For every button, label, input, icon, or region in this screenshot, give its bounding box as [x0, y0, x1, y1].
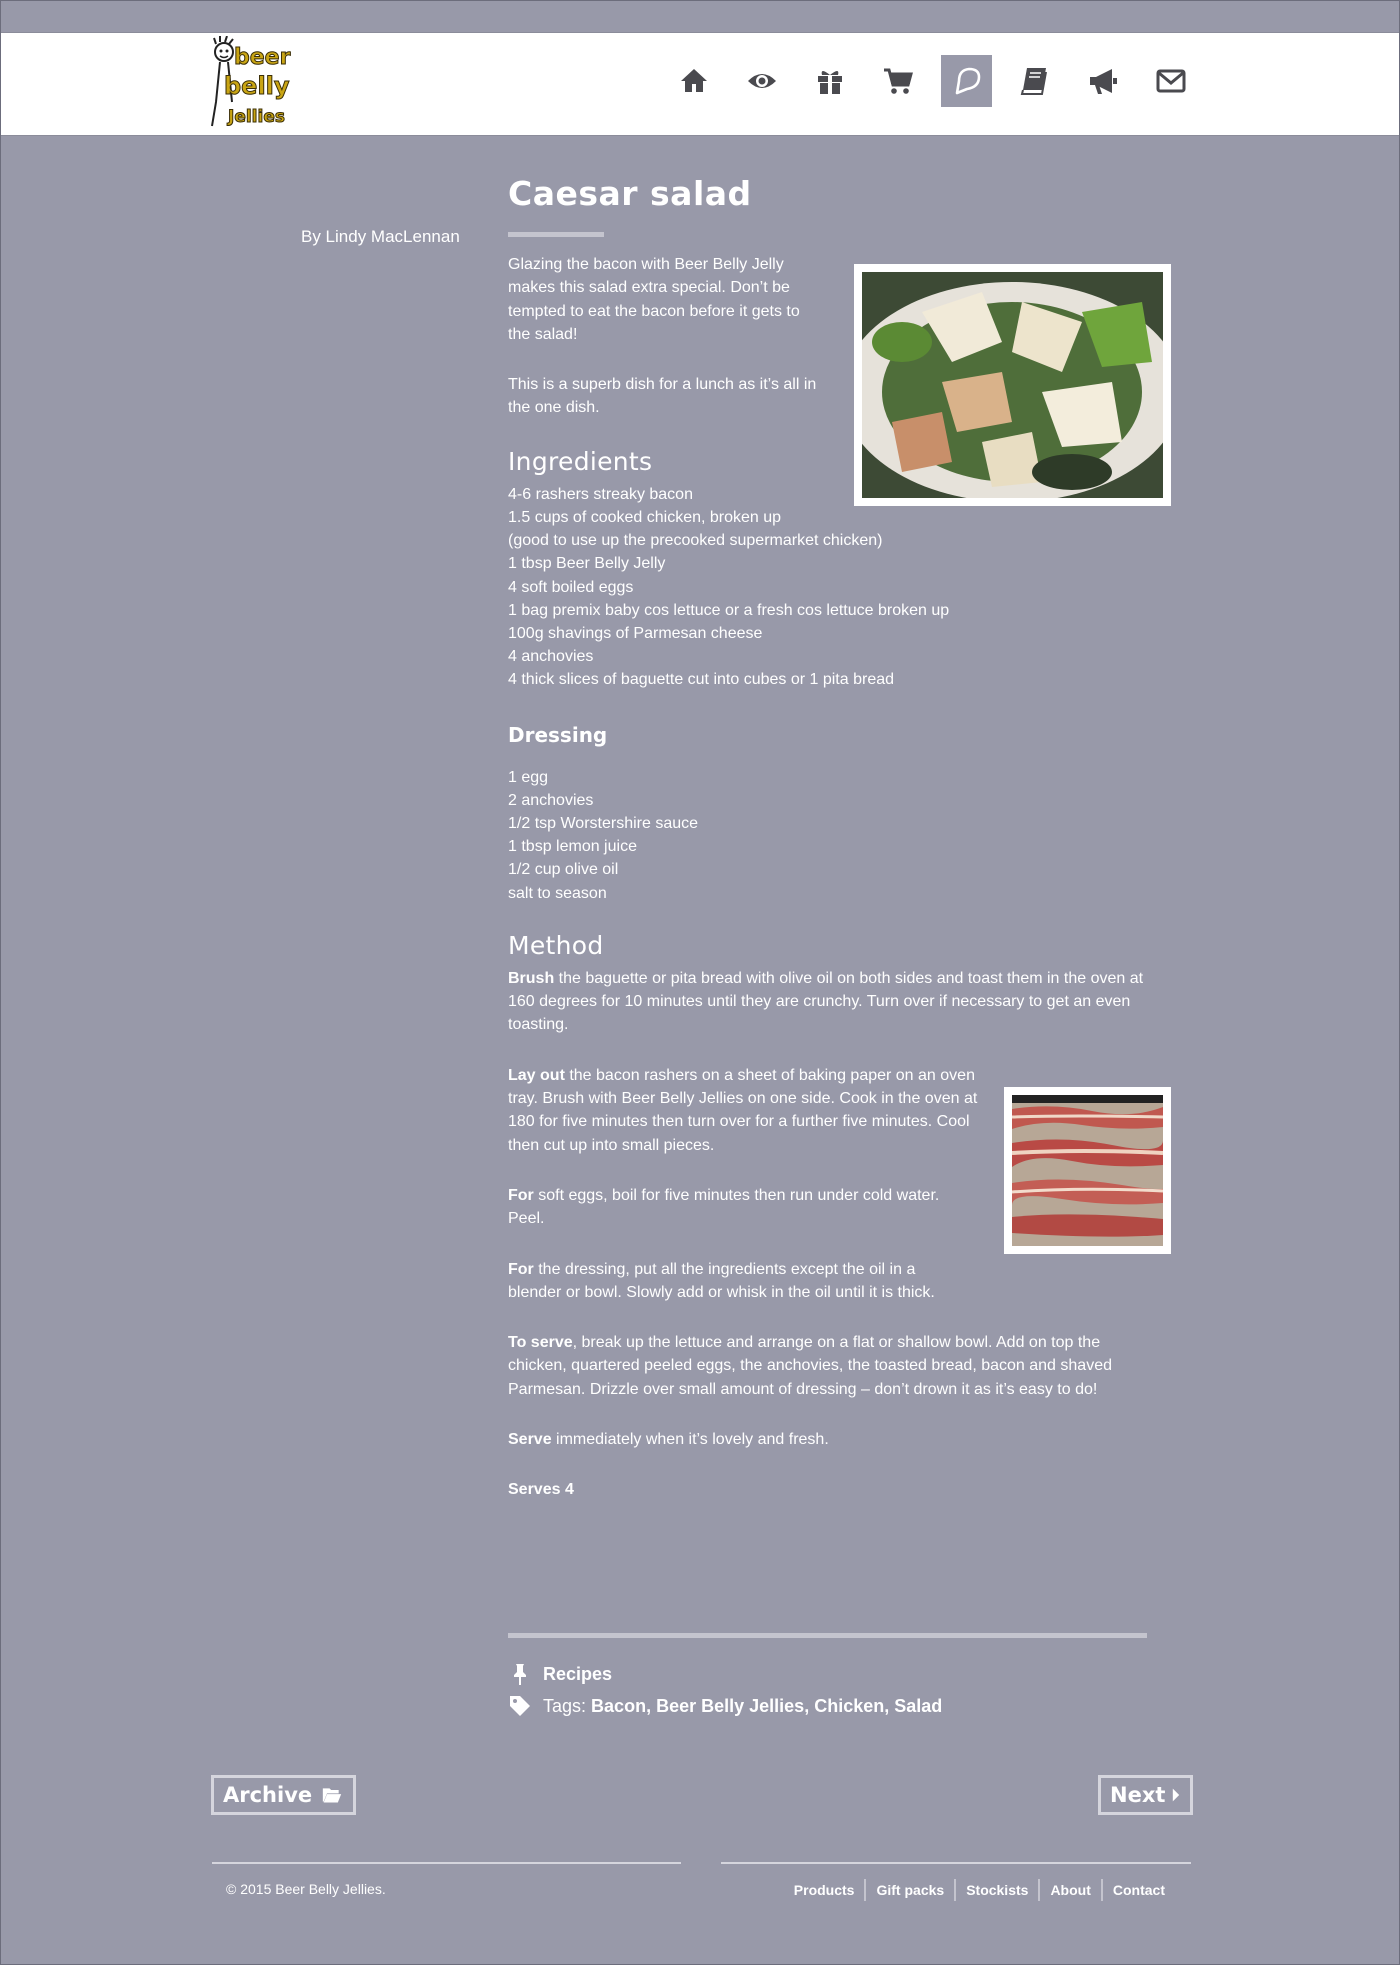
page-title: Caesar salad [508, 174, 752, 213]
step-lead: To serve [508, 1334, 573, 1352]
footer-link-contact[interactable]: Contact [1101, 1879, 1175, 1901]
method-step [508, 1428, 1148, 1451]
copyright-text: © 2015 Beer Belly Jellies. [226, 1881, 386, 1897]
tags-row: Tags: Bacon , Beer Belly Jellies , Chicken , Salad [508, 1694, 942, 1718]
folder-open-icon [320, 1785, 344, 1805]
step-text: the bacon rashers on a sheet of baking paper on an oven tray. Brush with Beer Belly Jellies on one side. Cook in the oven at 180 for five minutes then turn over for a further five minutes. Cool then cut up into small pieces. [508, 1066, 978, 1154]
next-button[interactable] [1098, 1775, 1193, 1815]
tags-label: Tags: [543, 1695, 587, 1716]
step-lead: For [508, 1186, 534, 1204]
intro-paragraph: This is a superb dish for a lunch as it’s all in the one dish. [508, 376, 817, 417]
list-item: salt to season [508, 884, 607, 902]
step-text: the baguette or pita bread with olive oil on both sides and toast them in the oven at 160 degrees for 10 minutes until they are crunchy. Turn over if necessary to get an even toasting. [508, 969, 1144, 1034]
footer-link-stockists[interactable]: Stockists [954, 1879, 1038, 1901]
salad-image [862, 272, 1163, 498]
list-item: 1 egg [508, 768, 549, 786]
caret-right-icon [1171, 1787, 1181, 1803]
tag-link[interactable]: Bacon [591, 1695, 647, 1716]
footer-link-gift-packs[interactable]: Gift packs [864, 1879, 954, 1901]
tag-icon [508, 1694, 532, 1718]
footer-link-products[interactable]: Products [793, 1882, 855, 1898]
method-step [508, 1331, 1128, 1401]
ingredients-list [508, 483, 1148, 692]
main-nav [660, 55, 1205, 107]
category-link[interactable]: Recipes [543, 1663, 613, 1684]
book-icon [1019, 65, 1051, 97]
list-item: 4 thick slices of baguette cut into cubes or 1 pita bread [508, 671, 895, 689]
list-item: 2 anchovies [508, 791, 594, 809]
list-item: 1 bag premix baby cos lettuce or a fresh cos lettuce broken up [508, 601, 950, 619]
list-item: 1/2 tsp Worstershire sauce [508, 815, 699, 833]
next-label: Next [1110, 1783, 1166, 1807]
footer-link-about[interactable]: About [1038, 1879, 1100, 1901]
intro-paragraph: Glazing the bacon with Beer Belly Jelly makes this salad extra special. Don’t be tempted to eat the bacon before it gets to the salad! [508, 256, 800, 343]
dressing-list [508, 766, 1148, 905]
nav-home[interactable] [660, 55, 728, 107]
title-divider [508, 232, 604, 237]
list-item: 1/2 cup olive oil [508, 861, 619, 879]
step-text: soft eggs, boil for five minutes then run under cold water. Peel. [508, 1186, 940, 1228]
serves-text: Serves 4 [508, 1481, 574, 1499]
salad-photo [854, 264, 1171, 506]
svg-text:belly: belly [224, 72, 290, 100]
step-lead: For [508, 1260, 534, 1278]
list-item: 1 tbsp lemon juice [508, 838, 637, 856]
pin-icon [508, 1662, 532, 1686]
archive-label: Archive [223, 1783, 313, 1807]
method-heading: Method [508, 930, 604, 960]
chat-icon [951, 65, 983, 97]
list-item: 1.5 cups of cooked chicken, broken up [508, 508, 782, 526]
footer-divider-right [721, 1862, 1191, 1864]
svg-text:Jellies: Jellies [228, 107, 285, 127]
logo-graphic [210, 36, 292, 132]
tag-link[interactable]: Chicken [814, 1695, 885, 1716]
megaphone-icon [1087, 65, 1119, 97]
nav-contact[interactable] [1137, 55, 1205, 107]
bacon-image [1012, 1095, 1163, 1246]
method-step [508, 1064, 978, 1157]
envelope-icon [1155, 65, 1187, 97]
step-lead: Lay out [508, 1066, 565, 1084]
list-item: 100g shavings of Parmesan cheese [508, 625, 763, 642]
list-item: 4 soft boiled eggs [508, 578, 634, 596]
gift-icon [814, 65, 846, 97]
footer-divider-left [212, 1862, 681, 1864]
list-item: 4-6 rashers streaky bacon [508, 485, 693, 503]
method-step [508, 967, 1148, 1037]
step-text: the dressing, put all the ingredients except the oil in a blender or bowl. Slowly add or whisk in the oil until it is thick. [508, 1260, 935, 1301]
serves-note [508, 1478, 1148, 1501]
category-row [508, 1662, 612, 1686]
list-item: 1 tbsp Beer Belly Jelly [508, 555, 666, 573]
nav-gift[interactable] [796, 55, 864, 107]
svg-text:beer: beer [234, 45, 291, 70]
cart-icon [882, 65, 914, 97]
archive-button[interactable] [211, 1775, 356, 1815]
home-icon [678, 65, 710, 97]
tag-link[interactable]: Salad [894, 1695, 943, 1716]
article-byline: By Lindy MacLennan [301, 227, 460, 246]
footer-nav [784, 1879, 1175, 1901]
method-step [508, 1258, 958, 1305]
list-item: (good to use up the precooked supermarket chicken) [508, 532, 883, 550]
step-lead: Serve [508, 1430, 552, 1448]
step-text: immediately when it’s lovely and fresh. [551, 1430, 829, 1448]
list-item: 4 anchovies [508, 648, 594, 666]
nav-recipes[interactable] [941, 55, 992, 107]
brand-logo[interactable] [210, 36, 292, 132]
content-divider [508, 1633, 1147, 1638]
dressing-heading: Dressing [508, 722, 608, 747]
nav-book[interactable] [1001, 55, 1069, 107]
method-step [508, 1184, 958, 1231]
nav-cart[interactable] [864, 55, 932, 107]
eye-icon [746, 65, 778, 97]
site-header [1, 32, 1399, 136]
tag-link[interactable]: Beer Belly Jellies [656, 1695, 805, 1716]
step-lead: Brush [508, 969, 555, 987]
nav-news[interactable] [1069, 55, 1137, 107]
bacon-photo [1004, 1087, 1171, 1254]
nav-eye[interactable] [728, 55, 796, 107]
step-text: , break up the lettuce and arrange on a flat or shallow bowl. Add on top the chicken, quartered peeled eggs, the anchovies, the toasted bread, bacon and shaved Parmesan. Drizzle over small amount of dressing – don’t drown it as it’s easy to do! [508, 1334, 1112, 1398]
ingredients-heading: Ingredients [508, 446, 653, 476]
